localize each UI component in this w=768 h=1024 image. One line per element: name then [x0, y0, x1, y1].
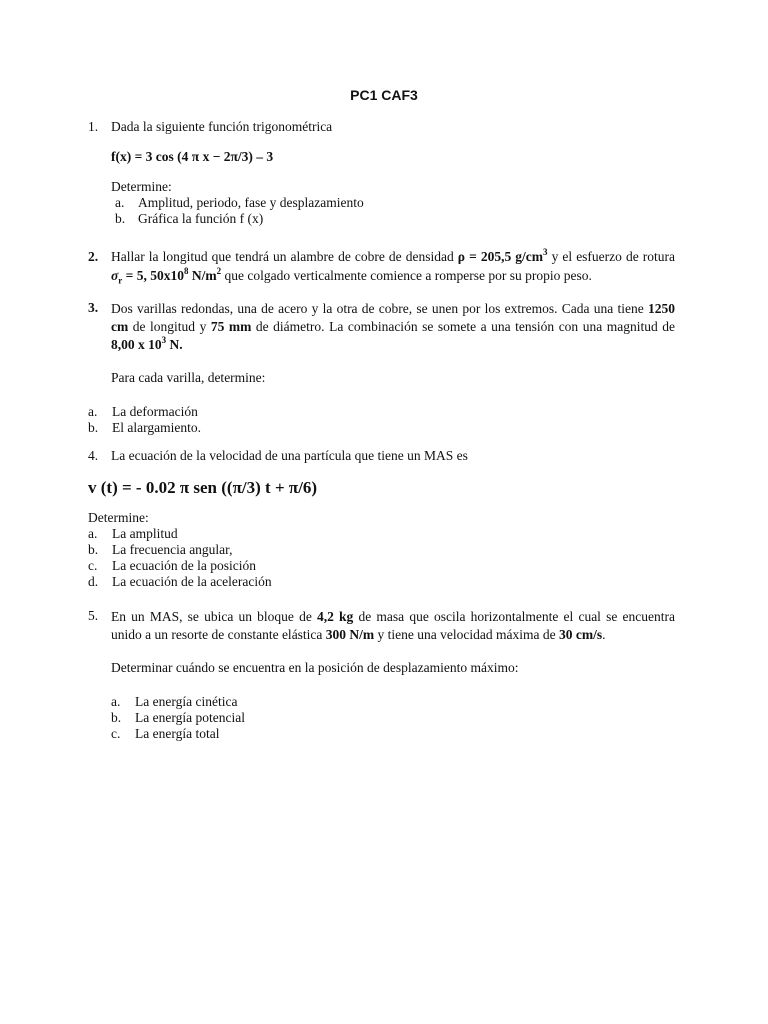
question-2 [88, 247, 675, 285]
item-label: d. [88, 574, 99, 589]
item-list [111, 694, 675, 742]
question-number: 3. [88, 300, 99, 315]
list-item [88, 558, 675, 574]
list-item [111, 195, 675, 211]
item-label: a. [115, 195, 125, 210]
tension-value: 8,00 x $10^3$ N. [111, 335, 183, 352]
determine-label: Determine: [111, 179, 172, 194]
question-5 [88, 608, 675, 742]
item-label: b. [115, 211, 126, 226]
item-label: b. [111, 710, 122, 725]
formula: f(x) = 3 cos (4 π x − 2π/3) – 3 [111, 149, 274, 164]
text-run: que colgado verticalmente comience a romperse por su propio peso. [221, 268, 592, 283]
question-text: Dada la siguiente función trigonométrica [111, 119, 333, 134]
item-text: La deformación [112, 404, 198, 419]
determine-label: Determine: [88, 510, 149, 525]
question-1 [88, 119, 675, 227]
question-3 [88, 300, 675, 436]
list-item [88, 542, 675, 558]
density-value: ρ = 205,5 $g/cm^3$ [457, 247, 548, 264]
length-value: 1250 cm [111, 301, 675, 334]
question-number: 2. [88, 249, 99, 264]
text-run: . [602, 627, 606, 642]
item-text: La energía potencial [135, 710, 245, 725]
item-text: La amplitud [112, 526, 178, 541]
text-run: Hallar la longitud que tendrá un alambre de cobre de densidad [111, 249, 458, 264]
max-velocity-value: 30 cm/s [558, 627, 603, 642]
item-label: a. [88, 526, 98, 541]
list-item [88, 404, 675, 420]
text-run: de longitud y [128, 319, 211, 334]
page-title: PC1 CAF3 [350, 87, 418, 103]
question-number: 1. [88, 119, 99, 134]
stress-value: $\sigma_r = 5$, $50x10^8$ $N/m^2$ [111, 266, 222, 286]
list-item [111, 710, 675, 726]
text-run: En un MAS, se ubica un bloque de [111, 609, 317, 624]
question-text: La ecuación de la velocidad de una partícula que tiene un MAS es [111, 448, 468, 463]
item-list [88, 526, 675, 590]
question-number: 5. [88, 608, 99, 623]
text-run: Dos varillas redondas, una de acero y la otra de cobre, se unen por los extremos. Cada una tiene [111, 301, 648, 316]
list-item [111, 694, 675, 710]
item-label: a. [88, 404, 98, 419]
item-label: a. [111, 694, 121, 709]
item-list [88, 404, 675, 436]
spring-constant-value: 300 N/m [325, 627, 375, 642]
question-text [111, 300, 675, 354]
text-run: y el esfuerzo de rotura [547, 249, 676, 264]
text-run: de diámetro. La combinación se somete a una tensión con una magnitud de [251, 319, 675, 334]
item-label: c. [111, 726, 121, 741]
question-prompt: Determinar cuándo se encuentra en la posición de desplazamiento máximo: [111, 660, 519, 675]
text-run: y tiene una velocidad máxima de [374, 627, 559, 642]
item-text: Gráfica la función f (x) [138, 211, 264, 226]
mass-value: 4,2 kg [317, 609, 354, 624]
item-label: c. [88, 558, 98, 573]
item-text: Amplitud, periodo, fase y desplazamiento [138, 195, 364, 210]
list-item [88, 574, 675, 590]
item-text: La frecuencia angular, [112, 542, 233, 557]
list-item [111, 211, 675, 227]
question-number: 4. [88, 448, 99, 463]
item-label: b. [88, 542, 99, 557]
item-text: La energía cinética [135, 694, 238, 709]
item-text: La ecuación de la aceleración [112, 574, 272, 589]
list-item [88, 420, 675, 436]
formula: v (t) = - 0.02 π sen ((π/3) t + π/6) [88, 478, 318, 497]
question-prompt: Para cada varilla, determine: [111, 370, 266, 385]
item-list [111, 195, 675, 227]
list-item [111, 726, 675, 742]
item-text: La ecuación de la posición [112, 558, 256, 573]
item-label: b. [88, 420, 99, 435]
item-text: El alargamiento. [112, 420, 201, 435]
diameter-value: 75 mm [210, 319, 252, 334]
question-text [111, 247, 675, 285]
item-text: La energía total [135, 726, 220, 741]
text-run: de masa que oscila horizontalmente el cual se encuentra unido a un resorte de constante elástica [111, 609, 675, 642]
list-item [88, 526, 675, 542]
question-4 [88, 448, 675, 590]
question-text [111, 608, 675, 644]
